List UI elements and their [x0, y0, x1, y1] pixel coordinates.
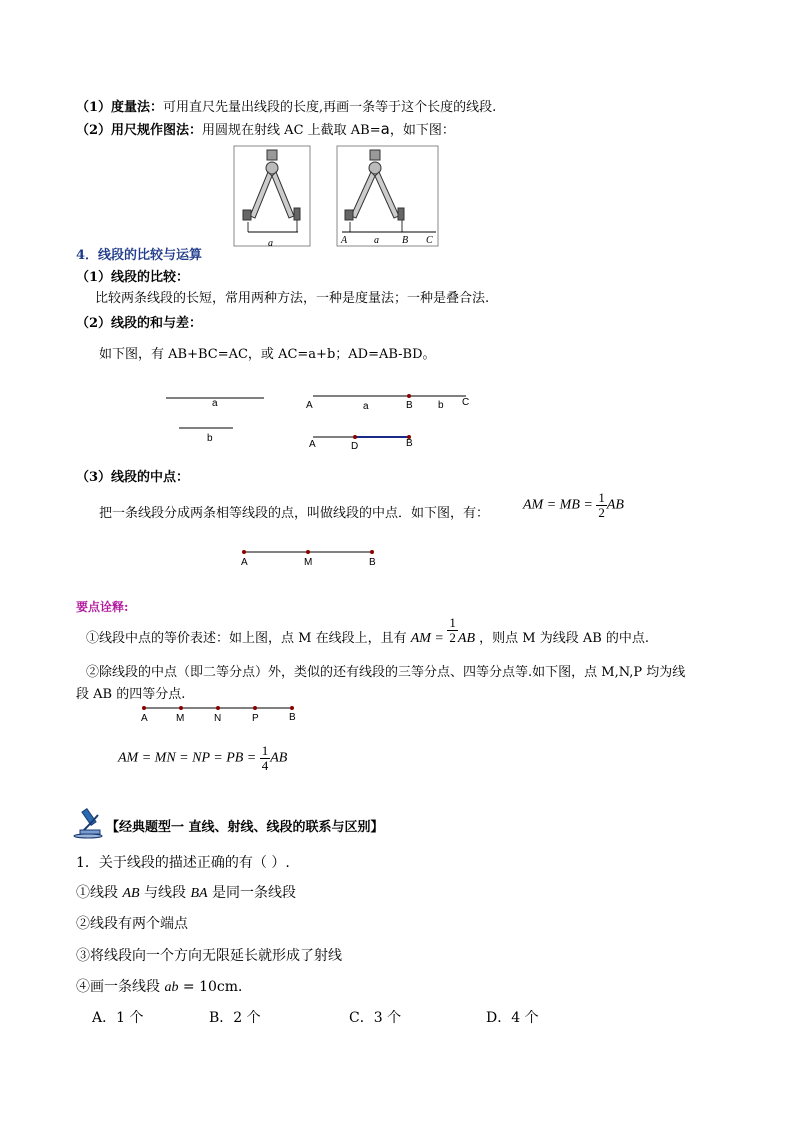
quarter-point-m [179, 706, 183, 710]
line2-B: B [406, 438, 413, 449]
compass-left-label: a [268, 238, 273, 249]
line2-A: A [309, 439, 316, 450]
option-d[interactable]: D．4 个 [486, 1010, 539, 1026]
mid-label-A: A [241, 557, 248, 568]
option-b[interactable]: B．2 个 [209, 1010, 261, 1026]
note-1-pre: ①线段中点的等价表述：如上图，点 M 在线段上，且有 [86, 631, 407, 646]
quarter-label-M: M [176, 713, 185, 724]
method-2-text: 用圆规在射线 AC 上截取 AB= [202, 123, 381, 138]
method-1-text: 可用直尺先量出线段的长度,再画一条等于这个长度的线段. [163, 100, 497, 115]
quarter-label-A: A [141, 713, 148, 724]
option-a[interactable]: A．1 个 [92, 1010, 144, 1026]
sub2-text: 如下图，有 AB+BC=AC，或 AC=a+b；AD=AB-BD。 [99, 347, 436, 362]
compass-right [337, 146, 438, 246]
sub1-text: 比较两条线段的长短，常用两种方法，一种是度量法；一种是叠合法. [95, 291, 490, 306]
line1-B: B [406, 400, 413, 411]
note-1-post: ，则点 M 为线段 AB 的中点. [479, 631, 650, 646]
statement-2: ②线段有两个端点 [76, 916, 188, 932]
quarter-point-b [290, 706, 294, 710]
compass-left [234, 146, 310, 246]
line1-b: b [438, 400, 444, 411]
point-d [353, 435, 357, 439]
midpoint-formula-left: AM = MB = [523, 497, 597, 513]
line1-C: C [462, 397, 470, 408]
line1-a: a [363, 401, 369, 412]
microscope-icon [74, 809, 102, 838]
note-2-line-1: ②除线段的中点（即二等分点）外，类似的还有线段的三等分点、四等分点等.如下图，点 M,N,P 均为线 [86, 665, 686, 680]
method-2-label: （2）用尺规作图法： [76, 123, 203, 138]
mid-point-b [370, 550, 374, 554]
question: 1．关于线段的描述正确的有（ ）. [76, 855, 290, 871]
example-title: 【经典题型一 直线、射线、线段的联系与区别】 [106, 820, 384, 835]
sub3-text-body: 把一条线段分成两条相等线段的点，叫做线段的中点．如下图，有： [99, 506, 490, 521]
note-1-formula: AM = $\frac{1}{2}$ AB [410, 615, 475, 646]
label-B: B [402, 235, 409, 246]
statement-1: ①线段 AB 与线段 BA 是同一条线段 [76, 885, 297, 901]
method-1-label: （1）度量法： [76, 100, 164, 115]
line1-A: A [306, 400, 313, 411]
midpoint-fraction: $\frac{1}{2}$ [598, 490, 605, 520]
method-2-a: a [380, 120, 390, 138]
quarter-point-n [216, 706, 220, 710]
mid-label-M: M [304, 557, 313, 568]
sub3-text [99, 502, 489, 521]
label-A: A [341, 235, 348, 246]
quarter-label-N: N [214, 713, 222, 724]
sub1-label: （1）线段的比较： [76, 270, 190, 285]
label-C: C [426, 235, 433, 246]
note-2-line-2: 段 AB 的四等分点. [76, 687, 186, 702]
method-2-tail: ，如下图： [389, 123, 455, 138]
statement-3: ③将线段向一个方向无限延长就形成了射线 [76, 948, 342, 964]
midpoint-formula-right: AB [606, 497, 624, 513]
section-4-heading: 4．线段的比较与运算 [76, 248, 203, 263]
line2-D: D [351, 441, 359, 452]
statement-4: ④画一条线段 ab = 10cm． [76, 979, 253, 995]
notes-heading: 要点诠释: [76, 600, 129, 614]
midpoint-formula [523, 491, 624, 520]
sub2-label: （2）线段的和与差： [76, 316, 203, 331]
note-1 [86, 615, 650, 647]
option-c[interactable]: C．3 个 [349, 1010, 402, 1026]
quarter-point-p [253, 706, 257, 710]
label-a: a [374, 235, 379, 246]
mid-point-a [242, 550, 246, 554]
mid-point-m [306, 550, 310, 554]
quarter-label-B: B [289, 712, 296, 723]
quarter-point-a [142, 706, 146, 710]
sub3-label: （3）线段的中点： [76, 470, 190, 485]
seg-b-label: b [207, 433, 213, 444]
seg-a-label: a [212, 398, 218, 409]
quarter-formula: AM = MN = NP = PB = $\frac{1}{4}$ AB [118, 743, 288, 773]
point-b-1 [407, 394, 411, 398]
quarter-label-P: P [252, 713, 259, 724]
mid-label-B: B [369, 557, 376, 568]
